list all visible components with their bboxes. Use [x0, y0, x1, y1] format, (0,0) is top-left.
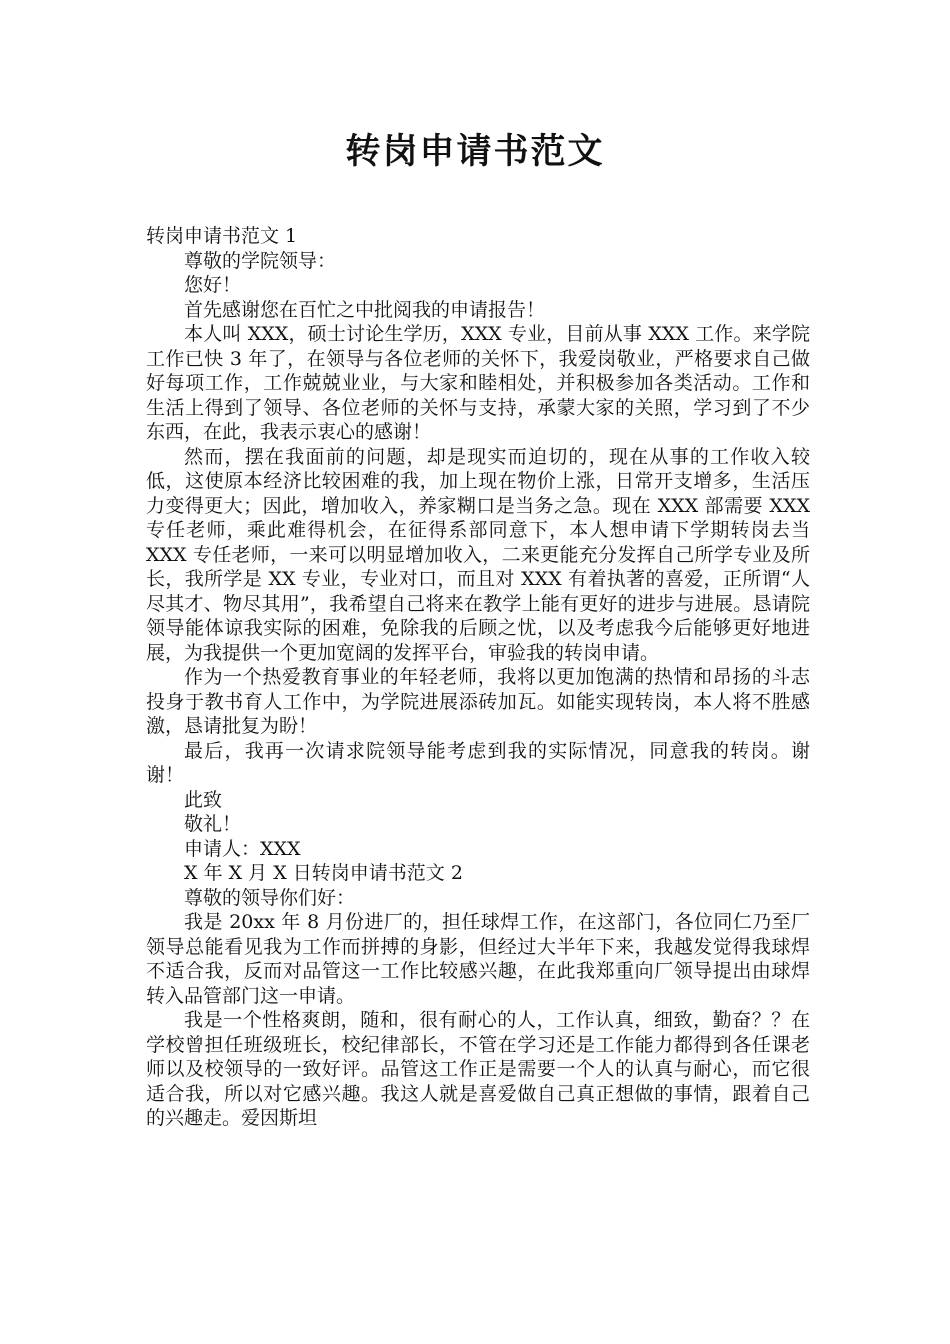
paragraph: 首先感谢您在百忙之中批阅我的申请报告！ [184, 298, 546, 321]
paragraph: 我是 20xx 年 8 月份进厂的，担任球焊工作，在这部门，各位同仁乃至厂领导总能看见我为工作而拼搏的身影，但经过大半年下来，我越发觉得我球焊不适合我，反而对品管这一工作比较感兴趣，在此我郑重向厂领导提出由球焊转入品管部门这一申请。 [146, 911, 810, 1007]
paragraph: 我是一个性格爽朗，随和，很有耐心的人，工作认真，细致，勤奋？？在学校曾担任班级班长，校纪律部长，不管在学习还是工作能力都得到各任课老师以及校领导的一致好评。品管这工作正是需要一个人的认真与耐心，而它很适合我，所以对它感兴趣。我这人就是喜爱做自己真正想做的事情，跟着自己的兴趣走。爱因斯坦 [146, 1009, 810, 1129]
paragraph: 最后，我再一次请求院领导能考虑到我的实际情况，同意我的转岗。谢谢！ [146, 739, 810, 786]
paragraph: 您好！ [184, 274, 242, 296]
paragraph: 转岗申请书范文 1 [146, 225, 298, 247]
date-line: X 年 X 月 X 日转岗申请书范文 2 [184, 862, 463, 884]
closing-line: 此致 [184, 788, 223, 811]
signature-line: 申请人：XXX [184, 837, 301, 860]
paragraph: 然而，摆在我面前的问题，却是现实而迫切的，现在从事的工作收入较低，这使原本经济比较困难的我，加上现在物价上涨，日常开支增多，生活压力变得更大；因此，增加收入，养家糊口是当务之急。现在 XXX 部需要 XXX 专任老师，乘此难得机会，在征得系部同意下，本人想申请下学期转岗去当 XXX 专任老师，一来可以明显增加收入，二来更能充分发挥自己所学专业及所长，我所学是 XX 专业，专业对口，而且对 XXX 有着执著的喜爱，正所谓“人尽其才、物尽其用”，我希望自己将来在教学上能有更好的进步与进展。恳请院领导能体谅我实际的困难，免除我的后顾之忧，以及考虑我今后能够更好地进展，为我提供一个更加宽阔的发挥平台，审验我的转岗申请。 [146, 445, 810, 664]
closing-line: 敬礼！ [184, 813, 242, 835]
document-title: 转岗申请书范文 [345, 132, 605, 172]
paragraph: 尊敬的学院领导： [184, 249, 337, 272]
document-body [146, 224, 810, 1131]
paragraph: 尊敬的领导你们好： [184, 886, 356, 909]
paragraph: 本人叫 XXX，硕士讨论生学历，XXX 专业，目前从事 XXX 工作。来学院工作已快 3 年了，在领导与各位老师的关怀下，我爱岗敬业，严格要求自己做好每项工作，工作兢兢业业，与大家和睦相处，并积极参加各类活动。工作和生活上得到了领导、各位老师的关怀与支持，承蒙大家的关照，学习到了不少东西，在此，我表示衷心的感谢！ [146, 323, 810, 443]
paragraph: 作为一个热爱教育事业的年轻老师，我将以更加饱满的热情和昂扬的斗志投身于教书育人工作中，为学院进展添砖加瓦。如能实现转岗，本人将不胜感激，恳请批复为盼！ [146, 666, 810, 737]
